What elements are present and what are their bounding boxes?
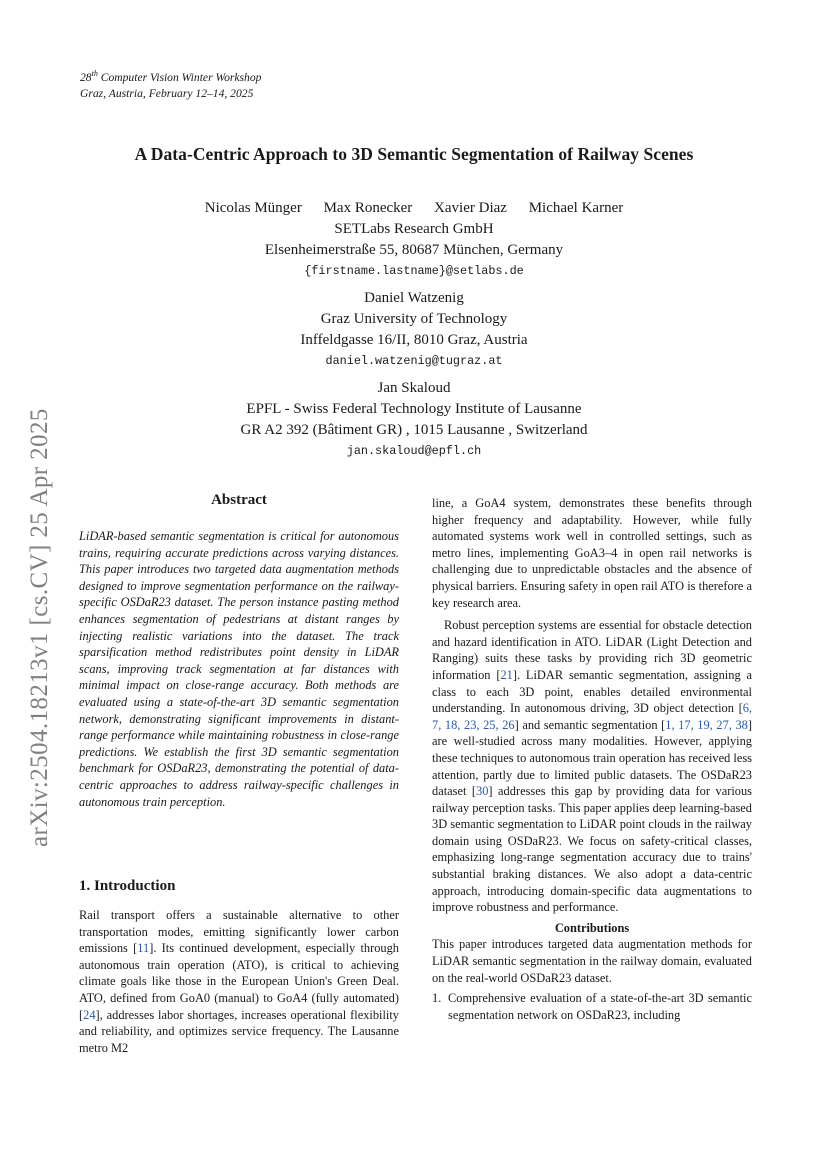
abstract-heading: Abstract: [211, 492, 267, 508]
citation-link[interactable]: 30: [476, 784, 489, 799]
affiliation-org: SETLabs Research GmbH: [334, 221, 494, 237]
list-item: [432, 990, 752, 1023]
affiliation-address: Elsenheimerstraße 55, 80687 München, Germany: [264, 242, 564, 258]
citation-link[interactable]: 24: [83, 1007, 96, 1022]
affiliation-org: Graz University of Technology: [320, 311, 508, 327]
authors-row: [0, 198, 828, 219]
author-name: Nicolas Münger: [204, 200, 302, 216]
intro-left-paragraph: Rail transport offers a sustainable alternative to other transportation modes, emitting significantly lower carbon emissions [11]. Its continued development, especially through autonomous train operation (ATO), is critical to achieving climate goals like those in the European Union's Green Deal. ATO, defined from GoA0 (manual) to GoA4 (fully automated) [24], addresses labor shortages, increases operational flexibility and reliability, and optimizes service frequency. The Lausanne metro M2: [79, 908, 399, 1055]
contributions-intro: This paper introduces targeted data augmentation methods for LiDAR semantic segmentation in the railway domain, evaluated on the real-world OSDaR23 dataset.: [432, 937, 752, 985]
section-heading-introduction: 1. Introduction: [79, 878, 176, 894]
author-block: [0, 198, 828, 461]
citation-link[interactable]: 6, 7, 18, 23, 25, 26: [432, 701, 752, 732]
intro-paragraph: Robust perception systems are essential for obstacle detection and hazard identification in ATO. LiDAR (Light Detection and Ranging) suits these tasks by providing rich 3D geometric information [21]. LiDAR semantic segmentation, assigning a class to each 3D point, enables detailed environmental understanding. In autonomous driving, 3D object detection [6, 7, 18, 23, 25, 26] and semantic segmentation [1, 17, 19, 27, 38] are well-studied across many modalities. However, applying these techniques to autonomous train operation has received less attention, partly due to limited public datasets. The OSDaR23 dataset [30] addresses this gap by providing data for various railway perception tasks. This paper applies deep learning-based 3D semantic segmentation to LiDAR point clouds in the railway domain using OSDaR23. We focus on safety-critical classes, emphasizing long-range segmentation accuracy due to trains' substantial braking distances. We also adopt a data-centric approach, introducing domain-specific data augmentations to improve robustness and performance.: [432, 618, 753, 915]
author-name: Jan Skaloud: [377, 380, 451, 396]
list-number: 1.: [432, 991, 442, 1006]
affiliation-address: Inffeldgasse 16/II, 8010 Graz, Austria: [300, 332, 528, 348]
citation-link[interactable]: 11: [137, 941, 150, 956]
intro-paragraph: line, a GoA4 system, demonstrates these benefits through higher frequency and adaptability. However, while fully automated systems work well in controlled settings, such as metro lines, implementing GoA3–4 in open rail networks is challenging due to unpredictable obstacles and the absence of physical barriers. Ensuring safety in open rail ATO is therefore a key research area.: [432, 496, 752, 610]
paper-title: A Data-Centric Approach to 3D Semantic Segmentation of Railway Scenes: [134, 144, 694, 164]
author-name: Daniel Watzenig: [364, 290, 464, 306]
author-name: Michael Karner: [528, 200, 624, 216]
citation-link[interactable]: 21: [500, 667, 513, 682]
affiliation-email: daniel.watzenig@tugraz.at: [325, 354, 503, 368]
abstract-text: LiDAR-based semantic segmentation is critical for autonomous trains, requiring accurate predictions across varying distances. This paper introduces two targeted data augmentation methods designed to improve segmentation performance on the railway-specific OSDaR23 dataset. The person instance pasting method enhances segmentation of pedestrians at distant ranges by injecting realistic variations into the dataset. The track sparsification method redistributes point density in LiDAR scans, improving track segmentation at far distances with minimal impact on close-range accuracy. Both methods are evaluated using a state-of-the-art 3D semantic segmentation network, demonstrating significant improvements in distant-range performance while maintaining robustness in close-range predictions. We establish the first 3D semantic segmentation benchmark for OSDaR23, demonstrating the potential of data-centric approaches to address railway-specific challenges in autonomous train perception.: [79, 529, 399, 809]
affiliation-email: {firstname.lastname}@setlabs.de: [304, 264, 524, 278]
author-name: Xavier Diaz: [434, 200, 507, 216]
right-column: [432, 495, 752, 1023]
list-text: Comprehensive evaluation of a state-of-the-art 3D semantic segmentation network on OSDaR23, including: [448, 991, 752, 1022]
contributions-heading: Contributions: [554, 920, 630, 935]
arxiv-stamp: arXiv:2504.18213v1 [cs.CV] 25 Apr 2025: [26, 408, 53, 847]
citation-link[interactable]: 1, 17, 19, 27, 38: [665, 717, 748, 732]
author-name: Max Ronecker: [323, 200, 413, 216]
conference-header: 28th Computer Vision Winter Workshop Graz, Austria, February 12–14, 2025: [80, 69, 262, 100]
affiliation-org: EPFL - Swiss Federal Technology Institute of Lausanne: [246, 401, 582, 417]
affiliation-address: GR A2 392 (Bâtiment GR) , 1015 Lausanne , Switzerland: [240, 422, 588, 438]
affiliation-email: jan.skaloud@epfl.ch: [346, 444, 482, 458]
